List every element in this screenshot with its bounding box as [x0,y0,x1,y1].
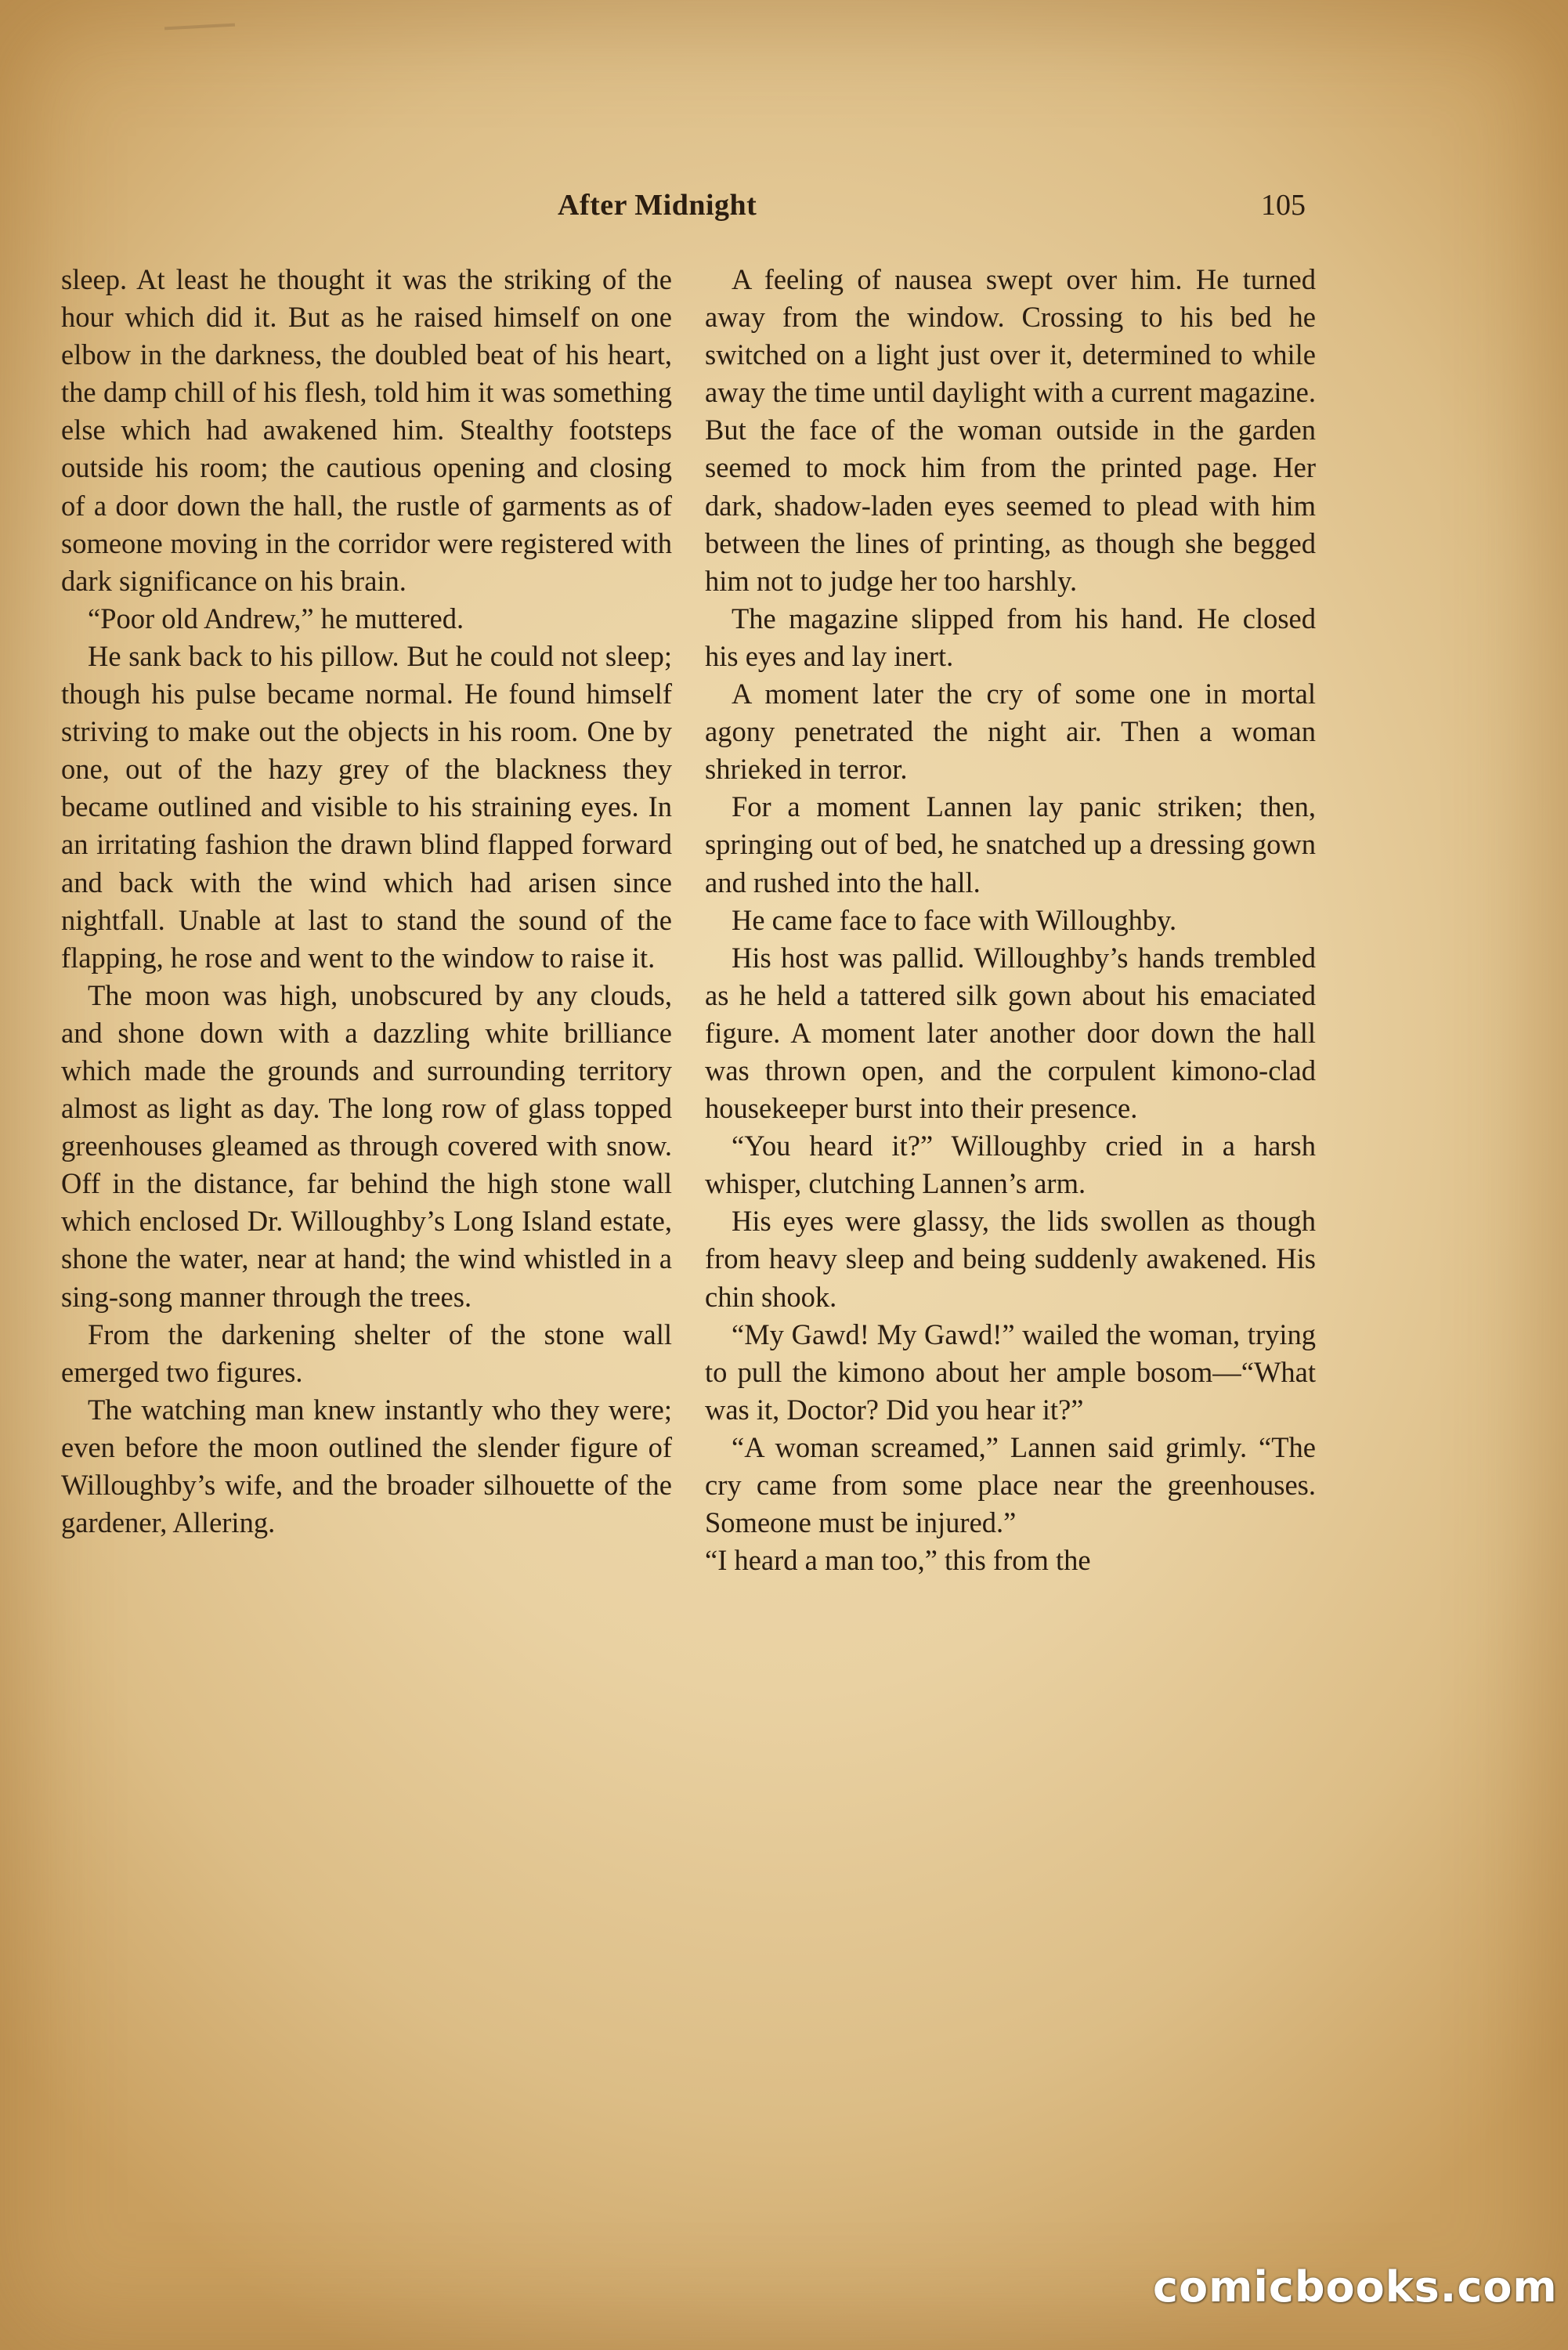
running-title: After Midnight [558,189,757,222]
paragraph: He sank back to his pillow. But he could not sleep; though his pulse became normal. He found himself striving to make out the objects in his room. One by one, out of the hazy grey of the blackness they became outlined and visible to his straining eyes. In an irritating fashion the drawn blind flapped forward and back with the wind which had arisen since nightfall. Unable at last to stand the sound of the flapping, he rose and went to the window to raise it. [61,639,672,974]
paragraph: He came face to face with Willoughby. [732,903,1177,936]
paragraph: From the darkening shelter of the stone wall emerged two figures. [61,1318,672,1388]
paragraph: sleep. At least he thought it was the striking of the hour which did it. But as he raised himself on one elbow in the darkness, the doubled beat of his heart, the damp chill of his flesh, told him it was something else which had awakened him. Stealthy footsteps outside his room; the cautious opening and closing of a door down the hall, the rustle of garments as of someone moving in the corridor were registered with dark significance on his brain. [61,263,672,597]
paragraph: “My Gawd! My Gawd!” wailed the woman, trying to pull the kimono about her ample bosom—“What was it, Doctor? Did you hear it?” [705,1318,1316,1426]
paragraph: The watching man knew instantly who they were; even before the moon outlined the slender figure of Willoughby’s wife, and the broader silhouette of the gardener, Allering. [61,1393,672,1539]
page-tear-mark [164,24,235,31]
paragraph: For a moment Lannen lay panic striken; then, springing out of bed, he snatched up a dressing gown and rushed into the hall. [705,790,1316,898]
right-text-column [705,261,1316,1579]
paragraph: “A woman screamed,” Lannen said grimly. “The cry came from some place near the greenhouses. Someone must be injured.” [705,1430,1316,1539]
paragraph: The magazine slipped from his hand. He closed his eyes and lay inert. [705,602,1316,672]
paragraph: The moon was high, unobscured by any clouds, and shone down with a dazzling white brilliance which made the grounds and surrounding territory almost as light as day. The long row of glass topped greenhouses gleamed as through covered with snow. Off in the distance, far behind the high stone wall which enclosed Dr. Willoughby’s Long Island estate, shone the water, near at hand; the wind whistled in a sing-song manner through the trees. [61,978,672,1313]
paragraph: His eyes were glassy, the lids swollen as though from heavy sleep and being suddenly awakened. His chin shook. [705,1205,1316,1313]
paragraph: His host was pallid. Willoughby’s hands trembled as he held a tattered silk gown about his emaciated figure. A moment later another door down the hall was thrown open, and the corpulent kimono-clad housekeeper burst into their presence. [705,941,1316,1125]
watermark: comicbooks.com [1153,2262,1558,2312]
left-text-column [61,261,672,1542]
paragraph: “Poor old Andrew,” he muttered. [88,602,464,634]
paragraph: A moment later the cry of some one in mortal agony penetrated the night air. Then a woman shrieked in terror. [705,678,1316,786]
page-number: 105 [1261,189,1306,222]
paragraph: A feeling of nausea swept over him. He turned away from the window. Crossing to his bed he switched on a light just over it, determined to while away the time until daylight with a current magazine. But the face of the woman outside in the garden seemed to mock him from the printed page. Her dark, shadow-laden eyes seemed to plead with him between the lines of printing, as though she begged him not to judge her too harshly. [705,263,1316,597]
paragraph: “I heard a man too,” this from the [705,1544,1091,1577]
page-header [0,188,1568,235]
paragraph: “You heard it?” Willoughby cried in a harsh whisper, clutching Lannen’s arm. [705,1130,1316,1200]
